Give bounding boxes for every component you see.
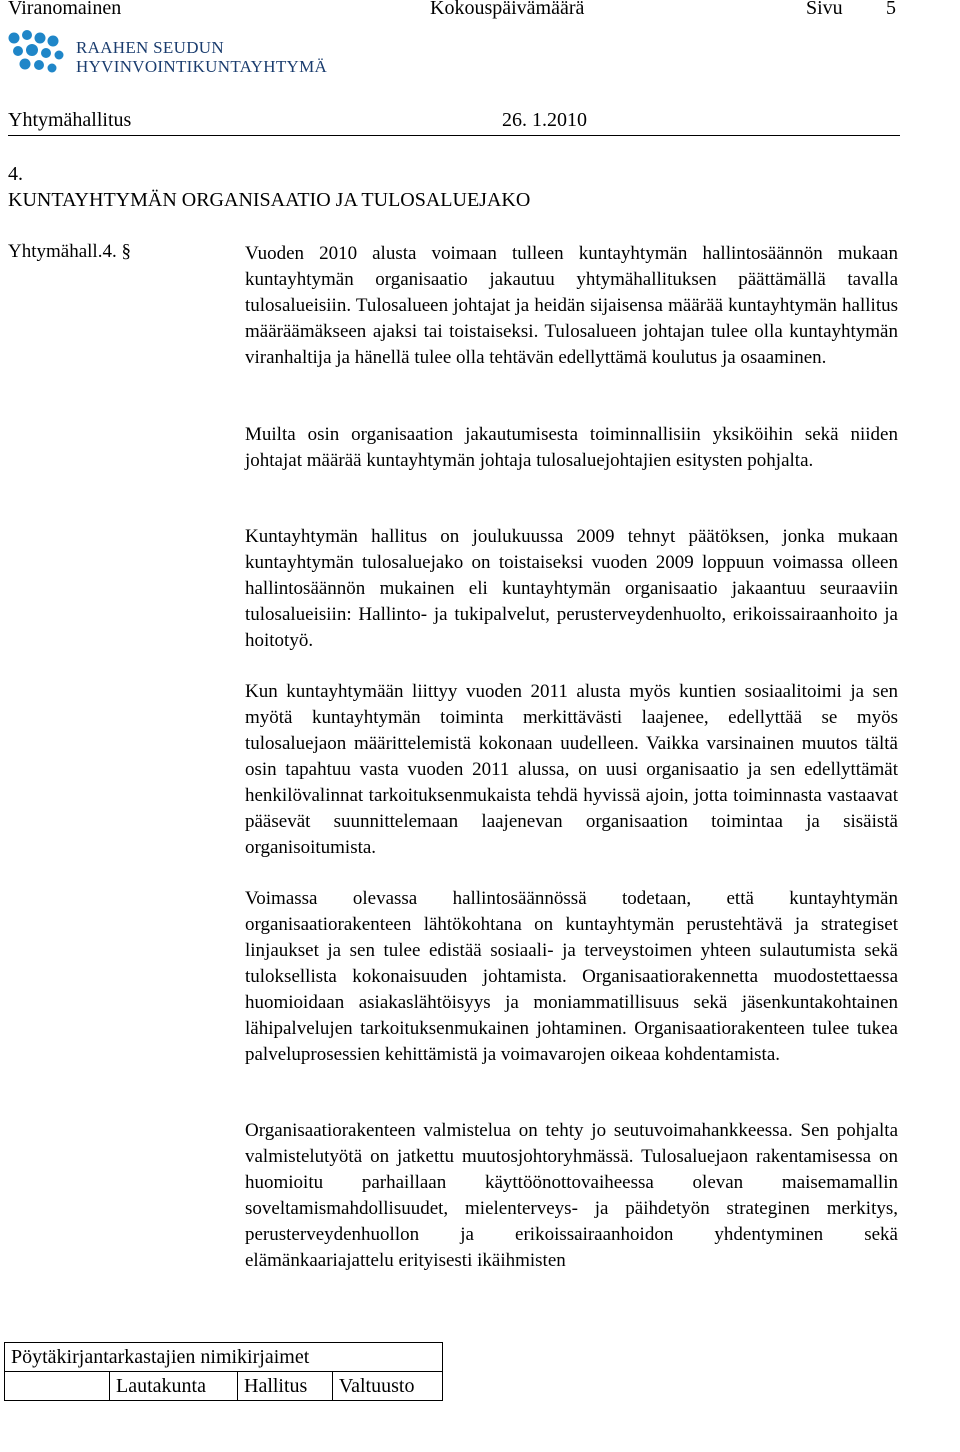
section-title: KUNTAYHTYMÄN ORGANISAATIO JA TULOSALUEJAKO (8, 189, 531, 211)
header-meeting-date: 26. 1.2010 (502, 109, 587, 131)
initials-blank-cell (5, 1372, 110, 1401)
org-name-line2: HYVINVOINTIKUNTAYHTYMÄ (76, 57, 328, 76)
paragraph: Organisaatiorakenteen valmistelua on tehty jo seutuvoimahankkeessa. Sen pohjalta valmistelutyötä on jatkettu muutosjohtoryhmässä. Tulosaluejaon rakentamisessa on huomioitu parhaillaan käyttöönottovaiheessa olevan maisemamallin soveltamismahdollisuudet, mielenterveys- ja päihdetyön strateginen merkitys, perusterveydenhuollon ja erikoissairaanhoidon yhdentyminen sekä elämänkaariajattelu erityisesti ikäihmisten (245, 1120, 898, 1271)
section-number: 4. (8, 163, 23, 185)
header-page-label: Sivu (806, 0, 843, 19)
header-page-number: 5 (886, 0, 896, 19)
initials-column-board: Lautakunta (110, 1372, 238, 1401)
paragraph: Kuntayhtymän hallitus on joulukuussa 2009 tehnyt päätöksen, jonka mukaan kuntayhtymän tulosaluejako on toistaiseksi vuoden 2009 loppuun voimassa olleen hallintosäännön mukainen eli kuntayhtymän organisaatio jakaantuu seuraaviin tulosalueisiin: Hallinto- ja tukipalvelut, perusterveydenhuolto, erikoissairaanhoito ja hoitotyö. (245, 526, 898, 651)
org-name-line1: RAAHEN SEUDUN (76, 38, 224, 57)
paragraph: Kun kuntayhtymään liittyy vuoden 2011 alusta myös kuntien sosiaalitoimi ja sen myötä kuntayhtymän toiminta merkittävästi laajenee, edellyttää se myös tulosaluejaon määrittelemistä kokonaan uudelleen. Vaikka varsinainen muutos tältä osin tapahtuu vasta vuoden 2011 alussa, on uusi organisaatio ja sen edellyttämät henkilövalinnat tarkoituksenmukaista tehdä hyvissä ajoin, jotta toiminnasta vastaavat pääsevät suunnittelemaan laajenevan organisaation toimintaa ja sisäistä organisoitumista. (245, 681, 898, 858)
initials-column-executive: Hallitus (238, 1372, 333, 1401)
minutes-checkers-initials-table (4, 1342, 443, 1401)
initials-table-title: Pöytäkirjantarkastajien nimikirjaimet (5, 1343, 443, 1372)
paragraph: Voimassa olevassa hallintosäännössä todetaan, että kuntayhtymän organisaatiorakenteen lähtökohtana on kuntayhtymän perustehtävä ja strategiset linjaukset ja sen tulee edistää sosiaali- ja terveystoimen yhteen sulautumista sekä tuloksellista kokonaisuuden johtamista. Organisaatiorakennetta muodostettaessa huomioidaan asiakaslähtöisyys ja moniammatillisuus sekä jäsenkuntakohtainen lähipalvelujen tarkoituksenmukainen johtaminen. Organisaatiorakenteen tulee tukea palveluprosessien kehittämistä ja voimavarojen oikeaa kohdentamista. (245, 888, 898, 1065)
paragraph: Vuoden 2010 alusta voimaan tulleen kuntayhtymän hallintosäännön mukaan kuntayhtymän organisaatio jakautuu yhtymähallituksen päättämällä tavalla tulosalueisiin. Tulosalueen johtajat ja heidän sijaisensa määrää kuntayhtymän hallitus määräämäkseen ajaksi tai toistaiseksi. Tulosalueen johtajan tulee olla kuntayhtymän viranhaltija ja hänellä tulee olla tehtävän edellyttämä koulutus ja osaaminen. (245, 243, 898, 368)
section-reference: Yhtymähall.4. § (8, 241, 131, 262)
header-meeting-date-label: Kokouspäivämäärä (430, 0, 585, 19)
header-board-name: Yhtymähallitus (8, 109, 132, 131)
initials-column-council: Valtuusto (332, 1372, 442, 1401)
header-authority: Viranomainen (8, 0, 122, 19)
header-divider (8, 135, 900, 136)
paragraph: Muilta osin organisaation jakautumisesta toiminnallisiin yksiköihin sekä niiden johtajat määrää kuntayhtymän johtaja tulosaluejohtajien esitysten pohjalta. (245, 424, 898, 471)
organization-logo (8, 30, 64, 74)
